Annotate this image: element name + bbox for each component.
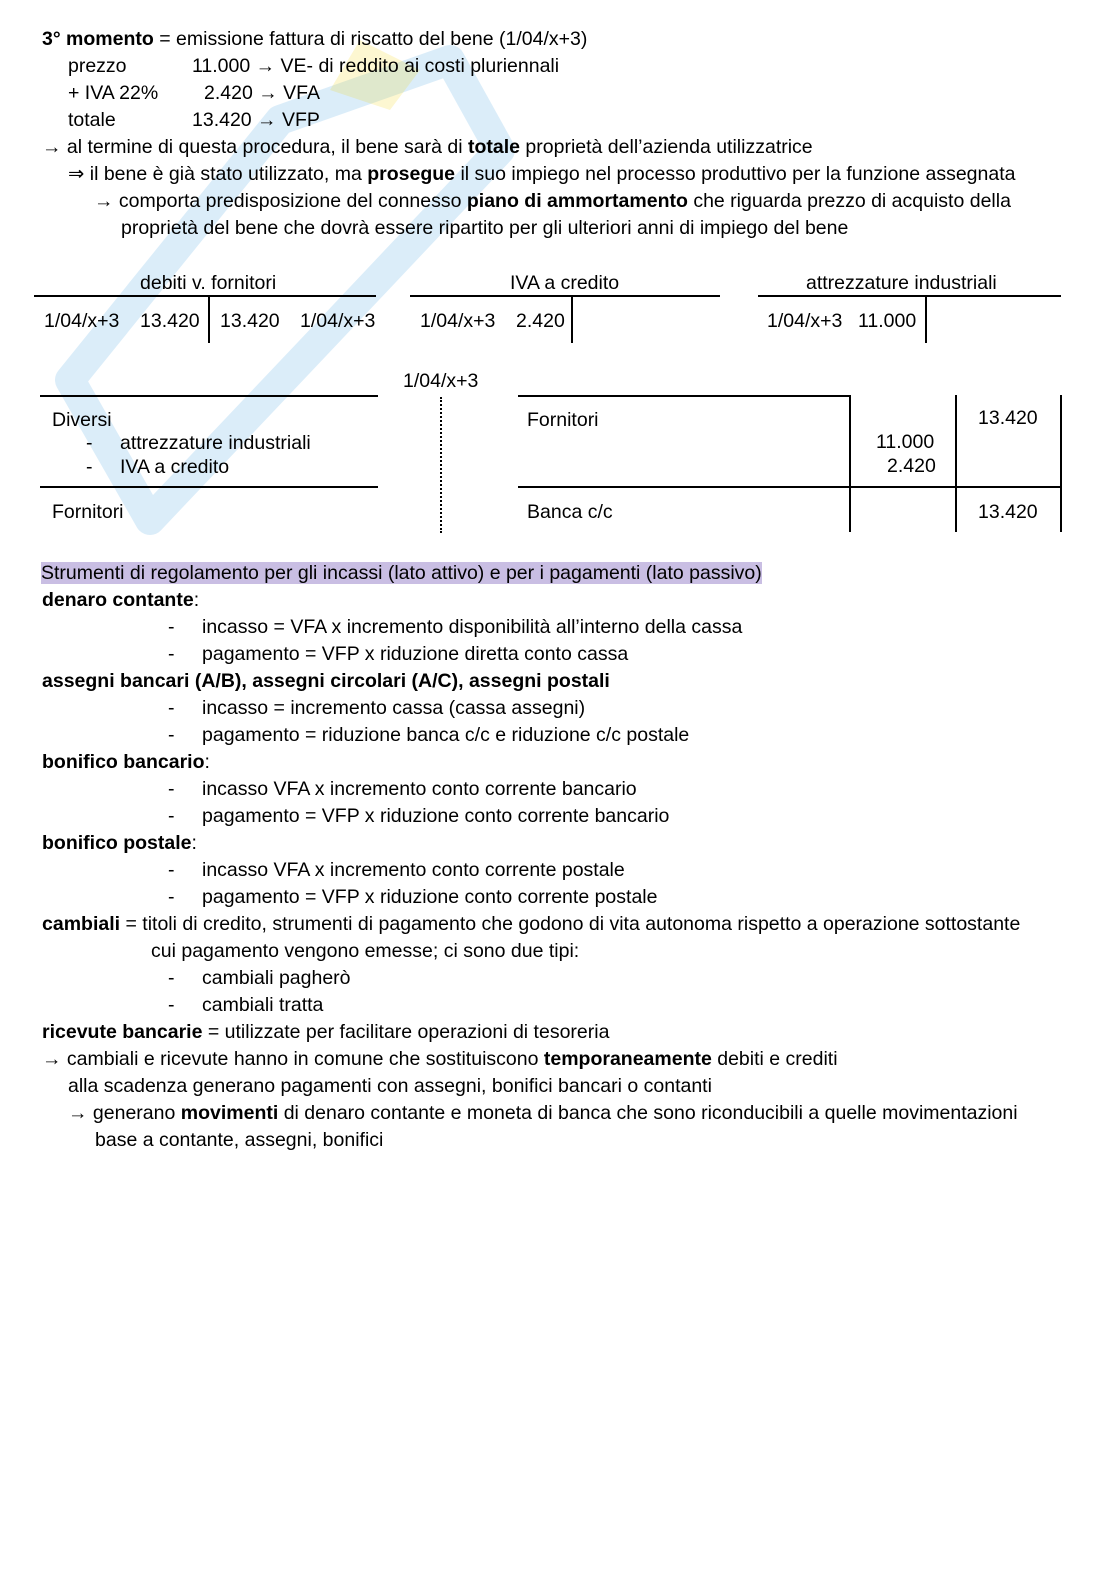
row-value: 2.420 → VFA <box>204 82 320 104</box>
intro-row-iva <box>68 81 158 105</box>
list-item: pagamento = VFP x riduzione conto corrente postale <box>202 886 658 908</box>
journal-amount: 11.000 <box>876 431 935 453</box>
journal-right-rule-mid <box>518 486 1061 488</box>
moment-label: 3° momento <box>42 28 154 50</box>
conclusion-line-1 <box>42 1047 838 1071</box>
left-amount: 11.000 <box>858 310 917 332</box>
t-account-divider <box>925 297 927 343</box>
cambiali-line-2: cui pagamento vengono emesse; ci sono due tipi: <box>151 940 580 962</box>
conclusion-line-3 <box>68 1101 1018 1125</box>
t-account-title: attrezzature industriali <box>806 272 997 294</box>
label: ricevute bancarie <box>42 1021 203 1043</box>
intro-line-1 <box>42 27 587 51</box>
text: proprietà del bene che dovrà essere ripartito per gli ulteriori anni di impiego del bene <box>121 217 849 239</box>
intro-line-7 <box>94 189 1011 213</box>
text: → cambiali e ricevute hanno in comune che sostituiscono <box>42 1048 544 1070</box>
journal-total-2: 13.420 <box>978 501 1038 523</box>
list-item: incasso VFA x incremento conto corrente postale <box>202 859 625 881</box>
list-item: incasso = incremento cassa (cassa assegni) <box>202 697 586 719</box>
journal-right-rule-top <box>518 395 850 397</box>
text: proprietà dell’azienda utilizzatrice <box>520 136 813 158</box>
text: debiti e crediti <box>711 1048 838 1070</box>
text-bold: movimenti <box>180 1102 279 1124</box>
list-item: incasso = VFA x incremento disponibilità all’interno della cassa <box>202 616 743 638</box>
journal-left-title: Diversi <box>52 409 112 431</box>
t-account-rule <box>758 295 1061 297</box>
t-account-title: IVA a credito <box>510 272 620 294</box>
ricevute-line <box>42 1020 609 1044</box>
text: ⇒ il bene è già stato utilizzato, ma <box>68 163 368 185</box>
left-amount: 13.420 <box>140 310 200 332</box>
label: denaro contante <box>42 589 194 611</box>
moment-text: = emissione fattura di riscatto del bene (1/04/x+3) <box>153 28 588 50</box>
text-bold: prosegue <box>367 163 456 185</box>
list-dash: - <box>86 456 93 478</box>
journal-right-divider-3 <box>1060 395 1062 532</box>
text: che riguarda prezzo di acquisto della <box>687 190 1011 212</box>
list-dash: - <box>168 886 175 908</box>
journal-left-item: IVA a credito <box>120 456 230 478</box>
t-account-title: debiti v. fornitori <box>140 272 277 294</box>
list-dash: - <box>168 994 175 1016</box>
label: cambiali <box>42 913 121 935</box>
row-label: prezzo <box>68 55 127 77</box>
left-date: 1/04/x+3 <box>767 310 843 332</box>
section-heading <box>41 561 762 585</box>
journal-right-title-2: Banca c/c <box>527 501 613 523</box>
bonifico-postale-label <box>42 831 197 855</box>
list-dash: - <box>168 778 175 800</box>
t-account-divider <box>571 297 573 343</box>
intro-line-8 <box>121 216 848 240</box>
journal-left-item: attrezzature industriali <box>120 432 311 454</box>
list-dash: - <box>168 616 175 638</box>
journal-right-title: Fornitori <box>527 409 599 431</box>
row-value: 13.420 → VFP <box>192 109 320 131</box>
journal-right-divider-2 <box>955 395 957 532</box>
colon: : <box>191 832 197 854</box>
list-dash: - <box>168 859 175 881</box>
row-value: 11.000 → VE- di reddito ai costi pluriennali <box>192 55 560 77</box>
text: → al termine di questa procedura, il bene sarà di <box>42 136 468 158</box>
list-item: pagamento = riduzione banca c/c e riduzione c/c postale <box>202 724 690 746</box>
journal-left-rule-mid <box>40 486 378 488</box>
journal-left-rule-top <box>40 395 378 397</box>
list-dash: - <box>168 967 175 989</box>
text: = titoli di credito, strumenti di pagamento che godono di vita autonoma rispetto a operazione sottostante <box>120 913 1021 935</box>
list-item: pagamento = VFP x riduzione conto corrente bancario <box>202 805 670 827</box>
cambiali-line <box>42 912 1020 936</box>
contante-label <box>42 588 199 612</box>
intro-line-6 <box>68 162 1015 186</box>
text-bold: temporaneamente <box>543 1048 712 1070</box>
right-amount: 13.420 <box>220 310 280 332</box>
bonifico-bancario-label <box>42 750 210 774</box>
t-account-rule <box>410 295 720 297</box>
text-bold: piano di ammortamento <box>466 190 688 212</box>
journal-separator <box>440 397 442 533</box>
intro-row-iva-value <box>204 81 320 105</box>
t-account-divider <box>208 297 210 343</box>
journal-date: 1/04/x+3 <box>403 370 479 392</box>
journal-left-title-2: Fornitori <box>52 501 124 523</box>
journal-total: 13.420 <box>978 407 1038 429</box>
row-label: totale <box>68 109 116 131</box>
assegni-label <box>42 669 610 693</box>
list-dash: - <box>168 805 175 827</box>
conclusion-line-2: alla scadenza generano pagamenti con assegni, bonifici bancari o contanti <box>68 1075 712 1097</box>
right-date: 1/04/x+3 <box>300 310 376 332</box>
text: il suo impiego nel processo produttivo per la funzione assegnata <box>455 163 1016 185</box>
label: bonifico bancario <box>42 751 205 773</box>
t-account-rule <box>34 295 376 297</box>
journal-right-divider-1 <box>849 395 851 532</box>
list-dash: - <box>168 697 175 719</box>
left-amount: 2.420 <box>516 310 565 332</box>
colon: : <box>204 751 210 773</box>
intro-row-prezzo-value <box>192 54 559 78</box>
text: di denaro contante e moneta di banca che sono riconducibili a quelle movimentazioni <box>278 1102 1018 1124</box>
text: = utilizzate per facilitare operazioni di tesoreria <box>202 1021 610 1043</box>
text: → generano <box>68 1102 181 1124</box>
list-item: pagamento = VFP x riduzione diretta conto cassa <box>202 643 629 665</box>
intro-row-prezzo <box>68 54 127 78</box>
list-dash: - <box>168 643 175 665</box>
left-date: 1/04/x+3 <box>420 310 496 332</box>
highlighted-heading: Strumenti di regolamento per gli incassi (lato attivo) e per i pagamenti (lato passivo) <box>41 562 762 584</box>
list-item: cambiali pagherò <box>202 967 351 989</box>
intro-line-5 <box>42 135 813 159</box>
text: → comporta predisposizione del connesso <box>94 190 467 212</box>
intro-row-totale <box>68 108 116 132</box>
list-dash: - <box>168 724 175 746</box>
list-item: incasso VFA x incremento conto corrente bancario <box>202 778 637 800</box>
label: bonifico postale <box>42 832 192 854</box>
row-label: + IVA 22% <box>68 82 159 104</box>
left-date: 1/04/x+3 <box>44 310 120 332</box>
colon: : <box>193 589 200 611</box>
intro-row-totale-value <box>192 108 320 132</box>
list-item: cambiali tratta <box>202 994 324 1016</box>
list-dash: - <box>86 432 93 454</box>
text-bold: totale <box>467 136 520 158</box>
conclusion-line-4: base a contante, assegni, bonifici <box>95 1129 384 1151</box>
journal-amount: 2.420 <box>887 455 936 477</box>
label: assegni bancari (A/B), assegni circolari (A/C), assegni postali <box>42 670 610 692</box>
